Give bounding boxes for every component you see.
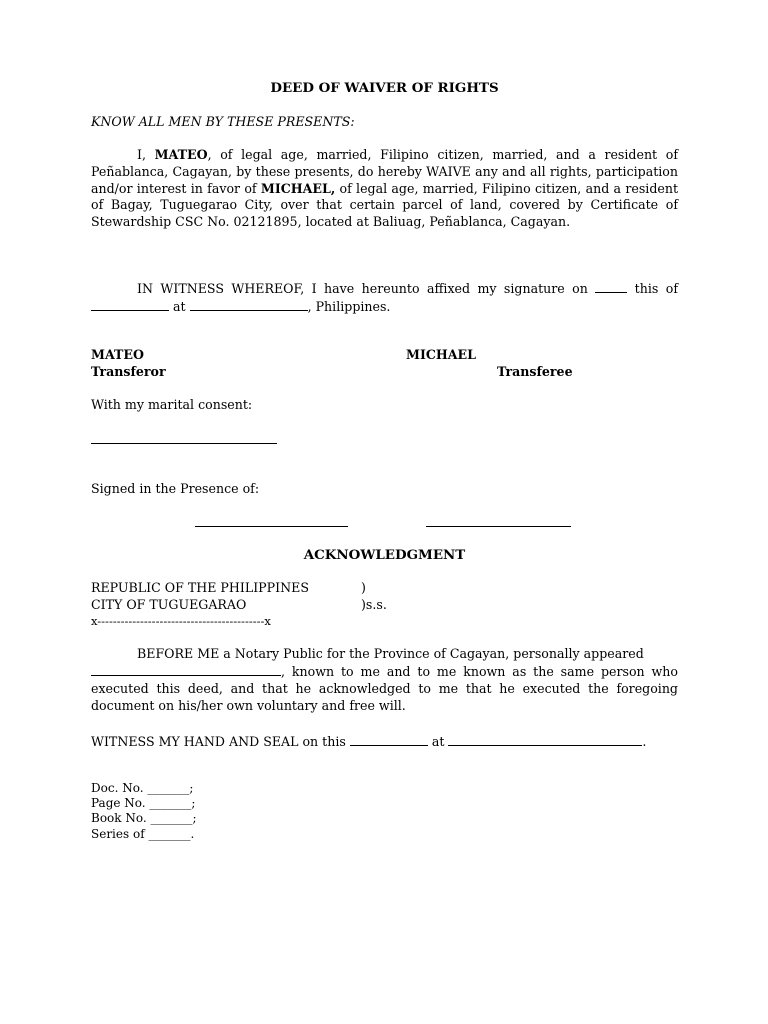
ack-body-line-1: BEFORE ME a Notary Public for the Province of Cagayan, personally appeared [137, 646, 644, 661]
marital-consent-label: With my marital consent: [91, 397, 253, 412]
doc-no-line: Doc. No. _______; [91, 781, 194, 795]
para1-mid: , of legal age, married, Filipino citizen, married, and a resident of Peñablanca, Cagayan, by these presents, do hereby WAIVE any and all rights, participation and/or interest in favor of [91, 147, 678, 196]
place-blank[interactable] [190, 298, 308, 311]
witness-seal-part3: . [642, 734, 647, 749]
marital-consent-signature-line[interactable] [91, 443, 277, 444]
series-line: Series of _______. [91, 826, 195, 841]
para2-part2: this of [627, 281, 678, 296]
venue-line-2: CITY OF TUGUEGARAO [91, 597, 247, 612]
witness-paragraph [91, 280, 678, 316]
month-blank[interactable] [91, 298, 169, 311]
waiver-paragraph [91, 147, 678, 231]
page-no-line: Page No. _______; [91, 796, 196, 811]
witness-seal-part2: at [427, 734, 449, 749]
para2-part4: , Philippines. [307, 298, 391, 314]
para1-pre: I, [137, 147, 155, 162]
ack-body-part2: , known to me and to me known as the same person who executed this deed, and that he acknowledged to me that he executed the foregoing document on his/her own voluntary and free will. [91, 664, 678, 713]
para2-part1: IN WITNESS WHEREOF, I have hereunto affixed my signature on [137, 281, 596, 296]
witness-seal-line [91, 733, 678, 751]
transferee-name-inline: MICHAEL, [260, 180, 336, 196]
notarial-register [91, 780, 197, 841]
venue-line-1: REPUBLIC OF THE PHILIPPINES [91, 580, 309, 595]
venue-line-1-mark: ) [361, 580, 366, 595]
transferor-signature-name: MATEO [91, 347, 144, 362]
transferor-role: Transferor [91, 364, 166, 379]
venue-line-2-mark: )s.s. [361, 597, 387, 612]
witness-seal-part1: WITNESS MY HAND AND SEAL on this [91, 734, 350, 749]
transferee-role: Transferee [497, 364, 573, 379]
ack-body-rest [91, 663, 678, 714]
witness-signature-line-2[interactable] [426, 526, 571, 527]
witness-signature-line-1[interactable] [195, 526, 348, 527]
book-no-line: Book No. _______; [91, 811, 197, 826]
transferee-signature-name: MICHAEL [406, 347, 476, 362]
appearing-party-blank[interactable] [91, 663, 281, 676]
document-title: DEED OF WAIVER OF RIGHTS [270, 80, 499, 96]
transferor-name-inline: MATEO [154, 147, 208, 162]
intro-line: KNOW ALL MEN BY THESE PRESENTS: [91, 114, 355, 129]
acknowledgment-title: ACKNOWLEDGMENT [303, 547, 466, 563]
date-blank[interactable] [595, 280, 627, 293]
signed-presence-label: Signed in the Presence of: [91, 481, 260, 496]
para2-part3: at [169, 298, 190, 314]
seal-place-blank[interactable] [448, 733, 642, 746]
para1-post: of legal age, married, Filipino citizen, and a resident of Bagay, Tuguegarao City, over that certain parcel of land, covered by Certificate of Stewardship CSC No. 02121895, located at Baliuag, Peñablanca, Cagayan. [91, 180, 678, 230]
document-page [91, 0, 678, 1024]
seal-date-blank[interactable] [350, 733, 428, 746]
venue-separator: x-------------------------------------------x [91, 614, 271, 628]
